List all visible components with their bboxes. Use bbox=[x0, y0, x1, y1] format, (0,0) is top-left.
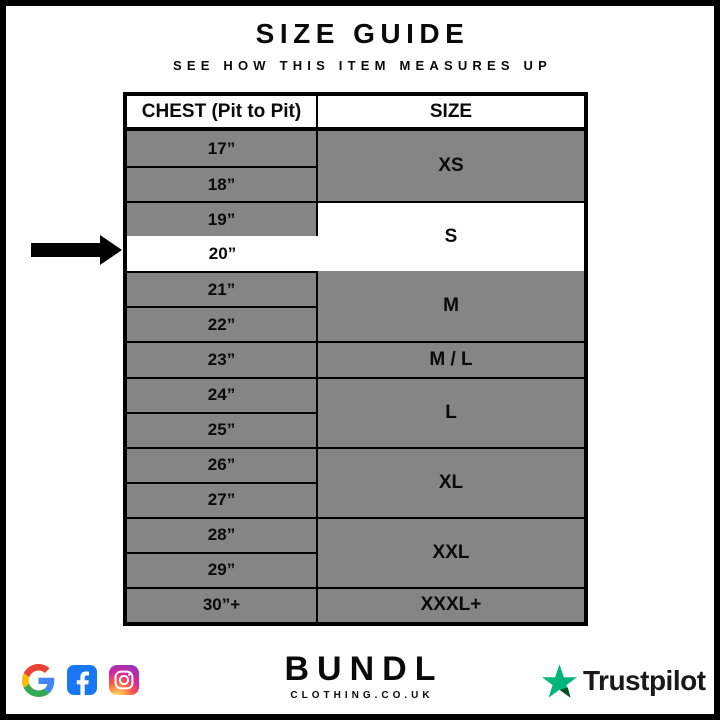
instagram-icon bbox=[109, 665, 139, 695]
page-subtitle: SEE HOW THIS ITEM MEASURES UP bbox=[172, 58, 553, 73]
size-cell-xl: XL bbox=[318, 447, 584, 517]
column-header-chest: CHEST (Pit to Pit) bbox=[127, 96, 318, 131]
brand-logo bbox=[277, 652, 444, 701]
page-title: SIZE GUIDE bbox=[255, 18, 470, 49]
size-cell-m: M bbox=[318, 271, 584, 341]
chest-cell-19: 19” bbox=[127, 201, 318, 236]
chest-cell-25: 25” bbox=[127, 412, 318, 447]
chest-cell-21: 21” bbox=[127, 271, 318, 306]
brand-domain: CLOTHING.CO.UK bbox=[290, 690, 434, 701]
chest-cell-28: 28” bbox=[127, 517, 318, 552]
brand-name: BUNDL bbox=[284, 650, 444, 688]
size-cell-xs: XS bbox=[318, 131, 584, 201]
chest-cell-18: 18” bbox=[127, 166, 318, 201]
facebook-icon bbox=[67, 665, 97, 695]
chest-cell-30plus: 30”+ bbox=[127, 587, 318, 622]
column-header-size: SIZE bbox=[318, 96, 584, 131]
size-cell-l: L bbox=[318, 377, 584, 447]
size-cell-s-highlighted: S bbox=[318, 201, 584, 271]
size-cell-xxl: XXL bbox=[318, 517, 584, 587]
trustpilot-logo bbox=[542, 663, 706, 699]
chest-cell-23: 23” bbox=[127, 341, 318, 376]
size-cell-xxxl-plus: XXXL+ bbox=[318, 587, 584, 622]
chest-cell-27: 27” bbox=[127, 482, 318, 517]
chest-cell-26: 26” bbox=[127, 447, 318, 482]
highlight-arrow-icon bbox=[31, 235, 122, 265]
trustpilot-star-icon bbox=[542, 664, 577, 698]
chest-cell-22: 22” bbox=[127, 306, 318, 341]
trustpilot-label: Trustpilot bbox=[583, 665, 706, 696]
size-cell-m-l: M / L bbox=[318, 341, 584, 376]
google-icon bbox=[22, 664, 55, 697]
chest-cell-20-highlighted: 20” bbox=[127, 236, 318, 271]
chest-cell-24: 24” bbox=[127, 377, 318, 412]
social-icons bbox=[22, 663, 139, 697]
chest-cell-29: 29” bbox=[127, 552, 318, 587]
size-table bbox=[123, 92, 588, 626]
chest-cell-17: 17” bbox=[127, 131, 318, 166]
